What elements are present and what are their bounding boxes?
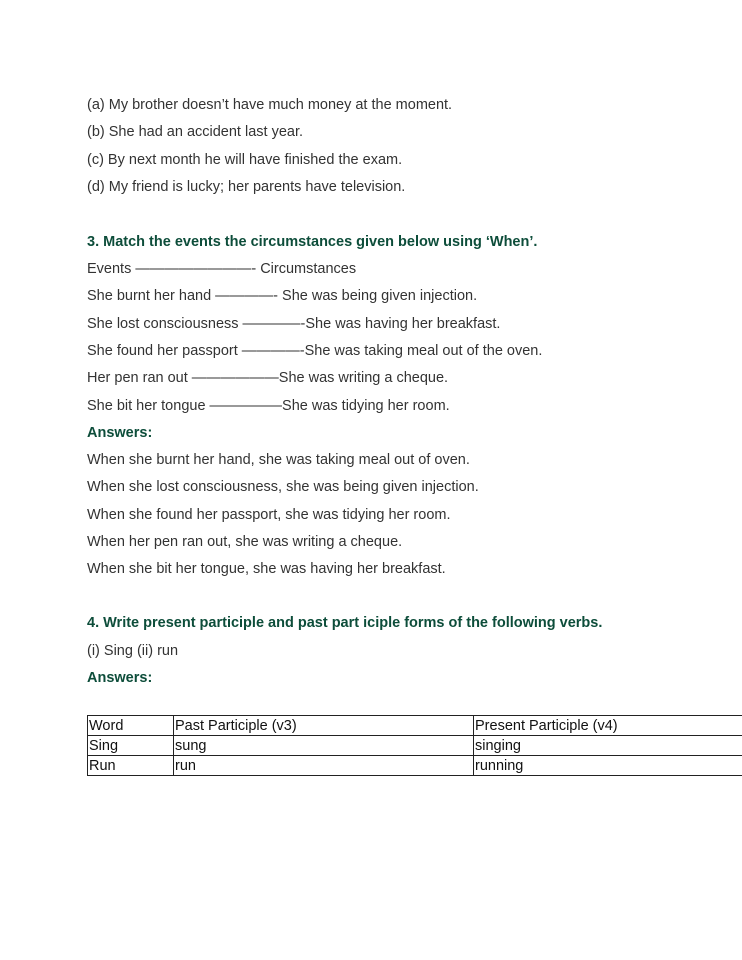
- table-header-cell: Present Participle (v4): [474, 716, 742, 736]
- answers-label: Answers:: [87, 425, 153, 441]
- answer-line-a: (a) My brother doesn’t have much money at the moment.: [87, 97, 453, 113]
- answer-line-c: (c) By next month he will have finished the exam.: [87, 152, 403, 168]
- answer-sentence: When she lost consciousness, she was being given injection.: [87, 479, 479, 495]
- table-cell: sung: [174, 736, 474, 756]
- match-pair-line: She burnt her hand ————- She was being given injection.: [87, 288, 478, 304]
- answer-sentence: When her pen ran out, she was writing a cheque.: [87, 534, 403, 550]
- question-4-heading: 4. Write present participle and past part iciple forms of the following verbs.: [87, 615, 603, 631]
- verbs-line: (i) Sing (ii) run: [87, 643, 179, 659]
- table-row: [88, 756, 742, 776]
- answer-sentence: When she bit her tongue, she was having her breakfast.: [87, 561, 446, 577]
- table-header-cell: Past Participle (v3): [174, 716, 474, 736]
- table-cell: Sing: [88, 736, 174, 756]
- table-row: [88, 736, 742, 756]
- table-cell: Run: [88, 756, 174, 776]
- table-cell: running: [474, 756, 742, 776]
- match-pair-line: She found her passport ————-She was taking meal out of the oven.: [87, 343, 543, 359]
- participle-table: [87, 715, 742, 776]
- match-pair-line: Events ————————- Circumstances: [87, 261, 357, 277]
- table-cell: run: [174, 756, 474, 776]
- answer-line-b: (b) She had an accident last year.: [87, 124, 304, 140]
- match-pair-line: She lost consciousness ————-She was having her breakfast.: [87, 316, 501, 332]
- answers-label: Answers:: [87, 670, 153, 686]
- answer-line-d: (d) My friend is lucky; her parents have television.: [87, 179, 406, 195]
- match-pair-line: She bit her tongue —————She was tidying her room.: [87, 398, 450, 414]
- table-header-cell: Word: [88, 716, 174, 736]
- answer-sentence: When she found her passport, she was tidying her room.: [87, 507, 451, 523]
- table-header-row: [88, 716, 742, 736]
- question-3-heading: 3. Match the events the circumstances given below using ‘When’.: [87, 234, 538, 250]
- table-cell: singing: [474, 736, 742, 756]
- answer-sentence: When she burnt her hand, she was taking meal out of oven.: [87, 452, 470, 468]
- match-pair-line: Her pen ran out ——————She was writing a cheque.: [87, 370, 449, 386]
